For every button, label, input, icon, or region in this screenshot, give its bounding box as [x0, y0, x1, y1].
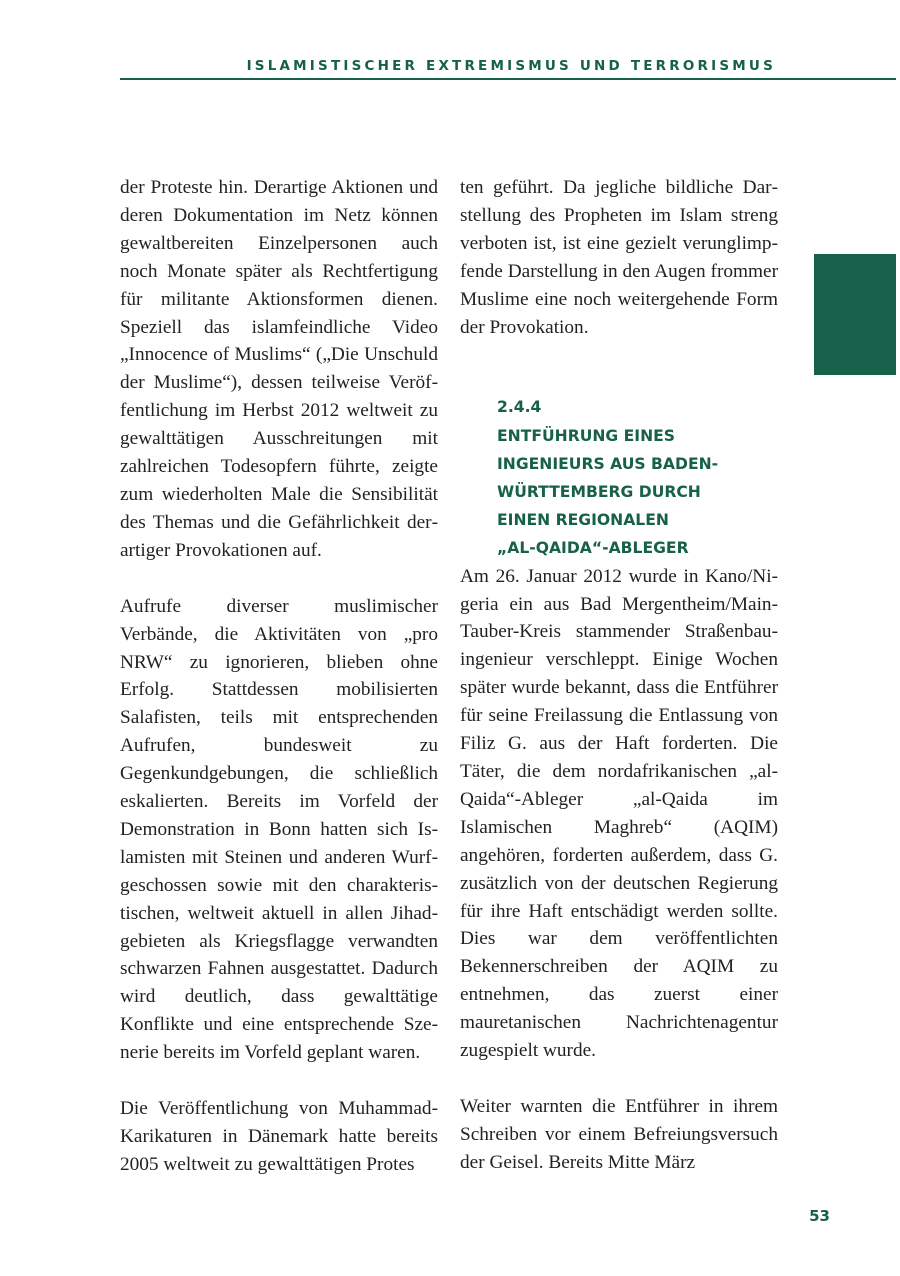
section-title-line: ENTFÜHRUNG EINES	[497, 426, 676, 445]
right-column	[460, 174, 778, 1177]
paragraph: Die Veröffentlichung von Muhammad-Karikaturen in Dänemark hatte bereits 2005 weltweit zu gewalttätigen Protes	[120, 1098, 438, 1175]
section-number: 2.4.4	[497, 398, 542, 417]
section-title-line: INGENIEURS AUS BADEN-	[497, 454, 719, 473]
section-heading	[497, 393, 778, 562]
left-column	[120, 174, 438, 1179]
section-title-line: EINEN REGIONALEN	[497, 511, 669, 530]
section-title-line: „AL-QAIDA“-ABLEGER	[497, 539, 689, 558]
running-header-title: ISLAMISTISCHER EXTREMISMUS UND TERRORISMUS	[246, 58, 776, 74]
header-rule	[120, 78, 896, 80]
section-title-line: WÜRTTEMBERG DURCH	[497, 483, 701, 502]
chapter-tab-marker	[814, 254, 896, 375]
paragraph: Am 26. Januar 2012 wurde in Kano/Nigeria ein aus Bad Mergentheim/Main-Tauber-Kreis stammender Straßenbauingenieur verschleppt. Einige Wochen später wurde bekannt, dass die Entführer für seine Freilassung die Entlassung von Filiz G. aus der Haft forderten. Die Täter, die dem nordafrikanischen „al-Qaida“-Ableger „al-Qaida im Islamischen Maghreb“ (AQIM) angehören, forderten außerdem, dass G. zusätzlich von der deutschen Regierung für ihre Haft entschädigt werden sollte. Dies war dem veröffentlichten Bekennerschreiben der AQIM zu entnehmen, das zuerst einer mauretanischen Nachrichtenagentur zugespielt wurde.	[460, 565, 778, 1062]
paragraph: ten geführt. Da jegliche bildliche Darstellung des Propheten im Islam streng verboten ist, ist eine gezielt verunglimpfende Darstellung in den Augen frommer Muslime eine noch weitergehende Form der Provokation.	[460, 177, 778, 338]
page-number: 53	[809, 1207, 830, 1225]
paragraph: Aufrufe diverser muslimischer Verbände, die Aktivitäten von „pro NRW“ zu ignorieren, blieben ohne Erfolg. Stattdessen mobilisierten Salafisten, teils mit entsprechenden Aufrufen, bundesweit zu Gegenkundgebungen, die schließlich eskalierten. Bereits im Vorfeld der Demonstration in Bonn hatten sich Islamisten mit Steinen und anderen Wurfgeschossen sowie mit den charakteristischen, weltweit aktuell in allen Jihadgebieten als Kriegsflagge verwandten schwarzen Fahnen ausgestattet. Dadurch wird deutlich, dass gewalttätige Konflikte und eine entsprechende Szenerie bereits im Vorfeld geplant waren.	[120, 595, 438, 1064]
paragraph: der Proteste hin. Derartige Aktionen und deren Dokumentation im Netz können gewaltbereiten Einzelpersonen auch noch Monate später als Rechtfertigung für militante Aktionsformen dienen. Speziell das islamfeindliche Video „Innocence of Muslims“ („Die Unschuld der Muslime“), dessen teilweise Veröffentlichung im Herbst 2012 weltweit zu gewalttätigen Ausschreitungen mit zahlreichen Todesopfern führte, zeigte zum wiederholten Male die Sensibilität des Themas und die Gefährlichkeit derartiger Provokationen auf.	[120, 177, 438, 561]
paragraph: Weiter warnten die Entführer in ihrem Schreiben vor einem Befreiungsversuch der Geisel. Bereits Mitte März	[460, 1095, 778, 1173]
